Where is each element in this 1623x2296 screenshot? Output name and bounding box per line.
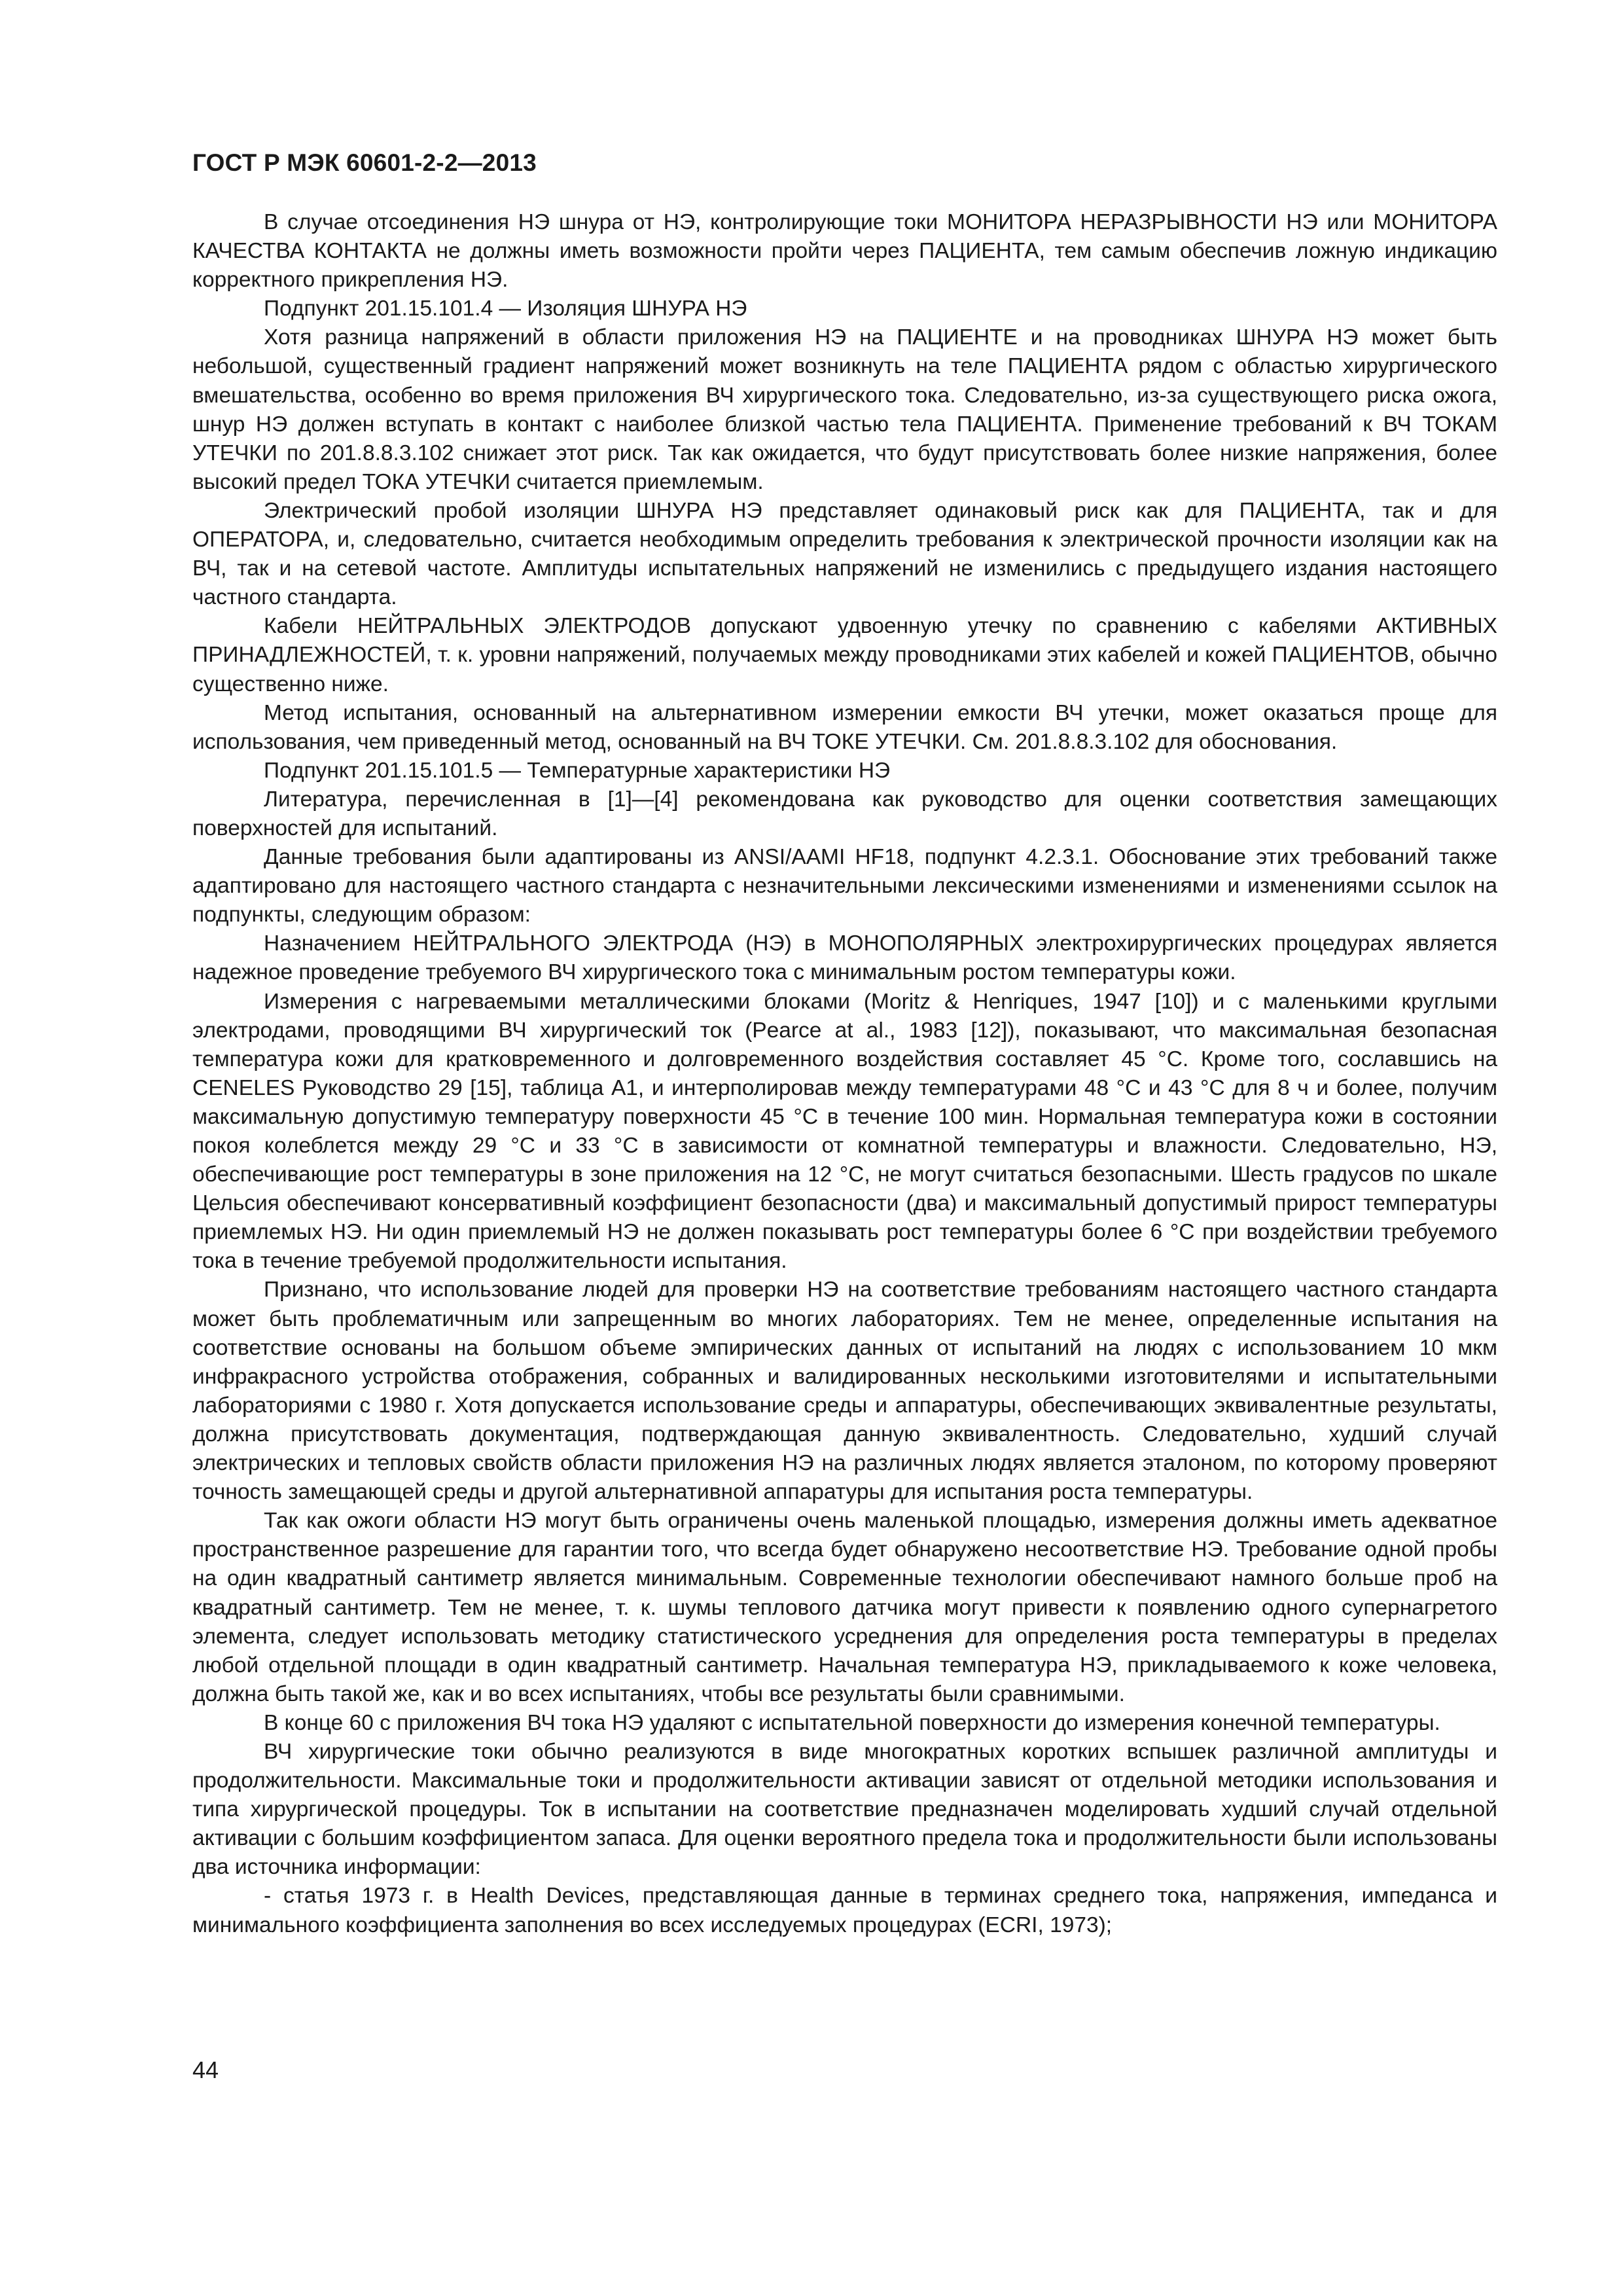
paragraph: Кабели НЕЙТРАЛЬНЫХ ЭЛЕКТРОДОВ допускают удвоенную утечку по сравнению с кабелями АКТИВНЫХ ПРИНАДЛЕЖНОСТЕЙ, т. к. уровни напряжений, получаемых между проводниками этих кабелей и кожей ПАЦИЕНТОВ, обычно существенно ниже.: [192, 614, 1497, 696]
paragraph: В конце 60 с приложения ВЧ тока НЭ удаляют с испытательной поверхности до измерения конечной температуры.: [264, 1710, 1440, 1735]
paragraph: ВЧ хирургические токи обычно реализуются в виде многократных коротких вспышек различной амплитуды и продолжительности. Максимальные токи и продолжительности активации зависят от отдельной методики использования и типа хирургической процедуры. Ток в испытании на соответствие предназначен моделировать худший случай отдельной активации с большим коэффициентом запаса. Для оценки вероятного предела тока и продолжительности были использованы два источника информации:: [192, 1739, 1497, 1880]
subclause-heading: Подпункт 201.15.101.4 — Изоляция ШНУРА НЭ: [264, 296, 747, 321]
subclause-heading: Подпункт 201.15.101.5 — Температурные характеристики НЭ: [264, 758, 891, 783]
paragraph: Назначением НЕЙТРАЛЬНОГО ЭЛЕКТРОДА (НЭ) в МОНОПОЛЯРНЫХ электрохирургических процедурах является надежное проведение требуемого ВЧ хирургического тока с минимальным ростом температуры кожи.: [192, 931, 1497, 985]
paragraph: Метод испытания, основанный на альтернативном измерении емкости ВЧ утечки, может оказаться проще для использования, чем приведенный метод, основанный на ВЧ ТОКЕ УТЕЧКИ. См. 201.8.8.3.102 для обоснования.: [192, 700, 1497, 754]
page-number: 44: [192, 2056, 219, 2083]
standard-code-header: ГОСТ Р МЭК 60601-2-2—2013: [192, 149, 537, 176]
list-item: - статья 1973 г. в Health Devices, представляющая данные в терминах среднего тока, напряжения, импеданса и минимального коэффициента заполнения во всех исследуемых процедурах (ECRI, 1973);: [192, 1884, 1497, 1937]
paragraph: Литература, перечисленная в [1]—[4] рекомендована как руководство для оценки соответствия замещающих поверхностей для испытаний.: [192, 787, 1497, 840]
paragraph: Так как ожоги области НЭ могут быть ограничены очень маленькой площадью, измерения должны иметь адекватное пространственное разрешение для гарантии того, что всегда будет обнаружено несоответствие НЭ. Требование одной пробы на один квадратный сантиметр является минимальным. Современные технологии обеспечивают намного больше проб на квадратный сантиметр. Тем не менее, т. к. шумы теплового датчика могут привести к появлению одного супернагретого элемента, следует использовать методику статистического усреднения для определения роста температуры в пределах любой отдельной площади в один квадратный сантиметр. Начальная температура НЭ, прикладываемого к коже человека, должна быть такой же, как и во всех испытаниях, чтобы все результаты были сравнимыми.: [192, 1509, 1497, 1706]
document-body: [192, 208, 1497, 1940]
paragraph: Измерения с нагреваемыми металлическими блоками (Moritz & Henriques, 1947 [10]) и с маленькими круглыми электродами, проводящими ВЧ хирургический ток (Pearce at al., 1983 [12]), показывают, что максимальная безопасная температура кожи для кратковременного и долговременного воздействия составляет 45 °C. Кроме того, сославшись на CENELES Руководство 29 [15], таблица А1, и интерполировав между температурами 48 °C и 43 °C для 8 ч и более, получим максимальную допустимую температуру поверхности 45 °C в течение 100 мин. Нормальная температура кожи в состоянии покоя колеблется между 29 °C и 33 °C в зависимости от комнатной температуры и влажности. Следовательно, НЭ, обеспечивающие рост температуры в зоне приложения на 12 °C, не могут считаться безопасными. Шесть градусов по шкале Цельсия обеспечивают консервативный коэффициент безопасности (два) и максимальный допустимый прирост температуры приемлемых НЭ. Ни один приемлемый НЭ не должен показывать рост температуры более 6 °C при воздействии требуемого тока в течение требуемой продолжительности испытания.: [192, 989, 1497, 1274]
paragraph: Признано, что использование людей для проверки НЭ на соответствие требованиям настоящего частного стандарта может быть проблематичным или запрещенным во многих лабораториях. Тем не менее, определенные испытания на соответствие основаны на большом объеме эмпирических данных от испытаний на людях с использованием 10 мкм инфракрасного устройства отображения, собранных и валидированных несколькими изготовителями и испытательными лабораториями с 1980 г. Хотя допускается использование среды и аппаратуры, обеспечивающих эквивалентные результаты, должна присутствовать документация, подтверждающая данную эквивалентность. Следовательно, худший случай электрических и тепловых свойств области приложения НЭ на различных людях является эталоном, по которому проверяют точность замещающей среды и другой альтернативной аппаратуры для испытания роста температуры.: [192, 1278, 1497, 1505]
paragraph: Электрический пробой изоляции ШНУРА НЭ представляет одинаковый риск как для ПАЦИЕНТА, так и для ОПЕРАТОРА, и, следовательно, считается необходимым определить требования к электрической прочности изоляции как на ВЧ, так и на сетевой частоте. Амплитуды испытательных напряжений не изменились с предыдущего издания настоящего частного стандарта.: [192, 498, 1497, 610]
paragraph: Хотя разница напряжений в области приложения НЭ на ПАЦИЕНТЕ и на проводниках ШНУРА НЭ может быть небольшой, существенный градиент напряжений может возникнуть на теле ПАЦИЕНТА рядом с областью хирургического вмешательства, особенно во время приложения ВЧ хирургического тока. Следовательно, из-за существующего риска ожога, шнур НЭ должен вступать в контакт с наиболее близкой частью тела ПАЦИЕНТА. Применение требований к ВЧ ТОКАМ УТЕЧКИ по 201.8.8.3.102 снижает этот риск. Так как ожидается, что будут присутствовать более низкие напряжения, более высокий предел ТОКА УТЕЧКИ считается приемлемым.: [192, 325, 1497, 494]
paragraph: Данные требования были адаптированы из ANSI/AAMI HF18, подпункт 4.2.3.1. Обоснование этих требований также адаптировано для настоящего частного стандарта с незначительными лексическими изменениями и изменениями ссылок на подпункты, следующим образом:: [192, 845, 1497, 927]
paragraph: В случае отсоединения НЭ шнура от НЭ, контролирующие токи МОНИТОРА НЕРАЗРЫВНОСТИ НЭ или МОНИТОРА КАЧЕСТВА КОНТАКТА не должны иметь возможности пройти через ПАЦИЕНТА, тем самым обеспечив ложную индикацию корректного прикрепления НЭ.: [192, 210, 1497, 293]
